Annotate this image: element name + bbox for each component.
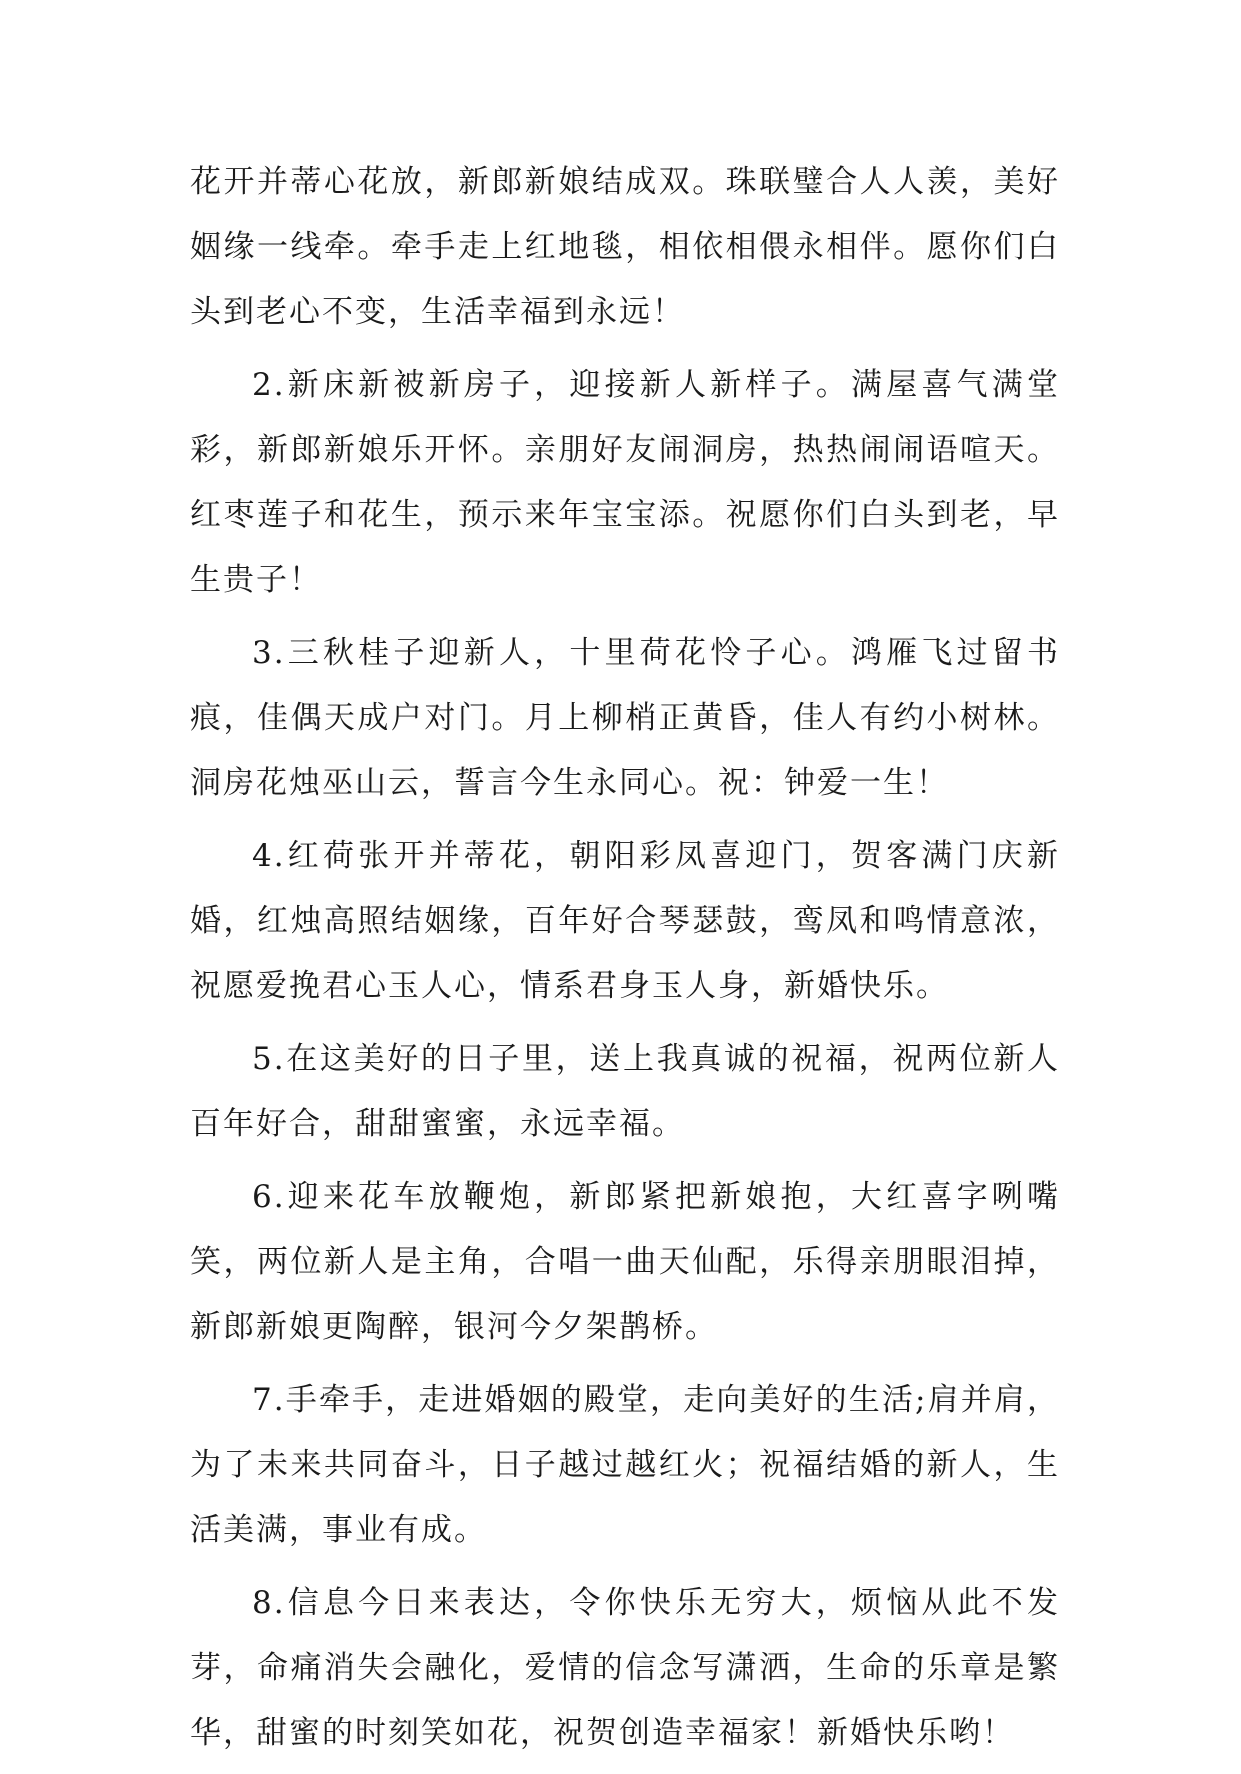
paragraph-2: 2.新床新被新房子，迎接新人新样子。满屋喜气满堂彩，新郎新娘乐开怀。亲朋好友闹洞房，热热闹闹语喧天。红枣莲子和花生，预示来年宝宝添。祝愿你们白头到老，早生贵子！	[190, 367, 1060, 598]
paragraph-7: 7.手牵手，走进婚姻的殿堂，走向美好的生活;肩并肩，为了未来共同奋斗，日子越过越红火；祝福结婚的新人，生活美满，事业有成。	[190, 1382, 1060, 1548]
paragraph-3: 3.三秋桂子迎新人，十里荷花怜子心。鸿雁飞过留书痕，佳偶天成户对门。月上柳梢正黄昏，佳人有约小树林。洞房花烛巫山云，誓言今生永同心。祝：钟爱一生！	[190, 635, 1060, 801]
paragraph-8: 8.信息今日来表达，令你快乐无穷大，烦恼从此不发芽，命痛消失会融化，爱情的信念写潇洒，生命的乐章是繁华，甜蜜的时刻笑如花，祝贺创造幸福家！新婚快乐哟！	[190, 1585, 1060, 1751]
paragraph-intro: 花开并蒂心花放，新郎新娘结成双。珠联璧合人人羡，美好姻缘一线牵。牵手走上红地毯，相依相偎永相伴。愿你们白头到老心不变，生活幸福到永远！	[190, 164, 1060, 330]
paragraph-4: 4.红荷张开并蒂花，朝阳彩凤喜迎门，贺客满门庆新婚，红烛高照结姻缘，百年好合琴瑟鼓，鸾凤和鸣情意浓，祝愿爱挽君心玉人心，情系君身玉人身，新婚快乐。	[190, 838, 1060, 1004]
document-page	[190, 150, 1060, 1774]
paragraph-5: 5.在这美好的日子里，送上我真诚的祝福，祝两位新人百年好合，甜甜蜜蜜，永远幸福。	[190, 1041, 1060, 1142]
paragraph-6: 6.迎来花车放鞭炮，新郎紧把新娘抱，大红喜字咧嘴笑，两位新人是主角，合唱一曲天仙配，乐得亲朋眼泪掉，新郎新娘更陶醉，银河今夕架鹊桥。	[190, 1179, 1060, 1345]
